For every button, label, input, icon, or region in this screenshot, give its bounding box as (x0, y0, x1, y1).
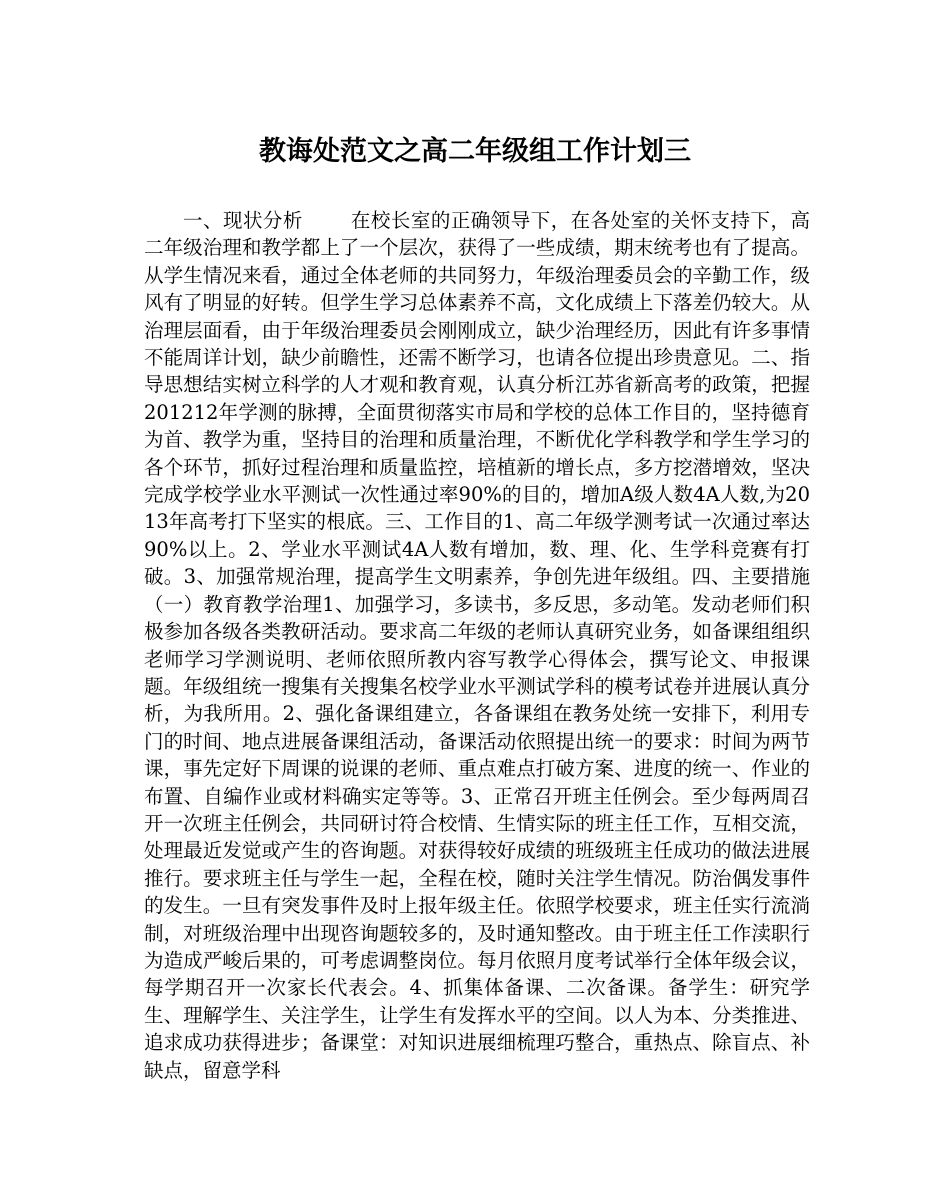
section-heading: 一、现状分析 (183, 209, 303, 232)
document-title: 教诲处范文之高二年级组工作计划三 (259, 136, 691, 167)
body-paragraph: 在校长室的正确领导下，在各处室的关怀支持下，高二年级治理和教学都上了一个层次，获得了一些成绩，期末统考也有了提高。从学生情况来看，通过全体老师的共同努力，年级治理委员会的辛勤工作，级风有了明显的好转。但学生学习总体素养不高，文化成绩上下落差仍较大。从治理层面看，由于年级治理委员会刚刚成立，缺少治理经历，因此有许多事情不能周详计划，缺少前瞻性，还需不断学习，也请各位提出珍贵意见。二、指导思想结实树立科学的人才观和教育观，认真分析江苏省新高考的政策，把握201212年学测的脉搏，全面贯彻落实市局和学校的总体工作目的，坚持德育为首、教学为重，坚持目的治理和质量治理，不断优化学科教学和学生学习的各个环节，抓好过程治理和质量监控，培植新的增长点，多方挖潜增效，坚决完成学校学业水平测试一次性通过率90%的目的，增加A级人数4A人数,为2013年高考打下坚实的根底。三、工作目的1、高二年级学测考试一次通过率达90%以上。2、学业水平测试4A人数有增加，数、理、化、生学科竞赛有打破。3、加强常规治理，提高学生文明素养，争创先进年级组。四、主要措施（一）教育教学治理1、加强学习，多读书，多反思，多动笔。发动老师们积极参加各级各类教研活动。要求高二年级的老师认真研究业务，如备课组组织老师学习学测说明、老师依照所教内容写教学心得体会，撰写论文、申报课题。年级组统一搜集有关搜集名校学业水平测试学科的模考试卷并进展认真分析，为我所用。2、强化备课组建立，各备课组在教务处统一安排下，利用专门的时间、地点进展备课组活动，备课活动依照提出统一的要求：时间为两节课，事先定好下周课的说课的老师、重点难点打破方案、进度的统一、作业的布置、自编作业或材料确实定等等。3、正常召开班主任例会。至少每两周召开一次班主任例会，共同研讨符合校情、生情实际的班主任工作，互相交流，处理最近发觉或产生的咨询题。对获得较好成绩的班级班主任成功的做法进展推行。要求班主任与学生一起，全程在校，随时关注学生情况。防治偶发事件的发生。一旦有突发事件及时上报年级主任。依照学校要求，班主任实行流淌制，对班级治理中出现咨询题较多的，及时通知整改。由于班主任工作渎职行为造成严峻后果的，可考虑调整岗位。每月依照月度考试举行全体年级会议，每学期召开一次家长代表会。4、抓集体备课、二次备课。备学生：研究学生、理解学生、关注学生，让学生有发挥水平的空间。以人为本、分类推进、追求成功获得进步；备课堂：对知识进展细梳理巧整合，重热点、除盲点、补缺点，留意学科 (144, 209, 810, 1082)
document-body (144, 207, 810, 1084)
